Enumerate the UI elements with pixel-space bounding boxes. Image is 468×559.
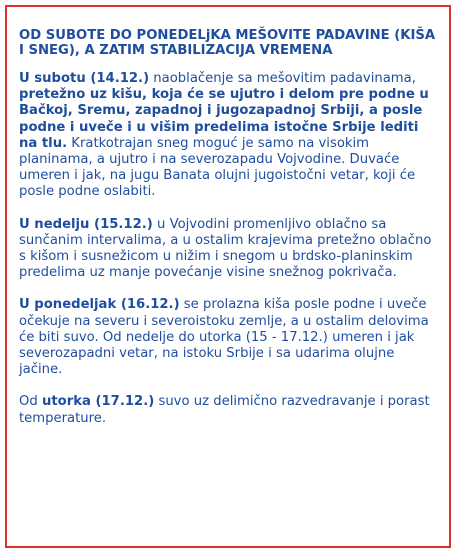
paragraph-monday: U ponedeljak (16.12.) se prolazna kiša posle podne i uveče očekuje na severu i severoistoku zemlje, a u ostalim delovima će biti suvo. Od nedelje do utorka (15 - 17.12.) umeren i jak severozapadni vetar, na istoku Srbije i sa udarima olujne jačine.: [19, 297, 429, 378]
day-monday: U ponedeljak (16.12.): [19, 297, 180, 313]
forecast-title: OD SUBOTE DO PONEDELjKA MEŠOVITE PADAVINE (KIŠA I SNEG), A ZATIM STABILIZACIJA VREMENA: [19, 28, 436, 58]
paragraph-tuesday: Od utorka (17.12.) suvo uz delimično razvedravanje i porast temperature.: [19, 394, 430, 426]
saturday-highlight: pretežno uz kišu, koja će se ujutro i delom pre podne u Bačkoj, Sremu, zapadnoj i jugozapadnoj Srbiji, a posle podne i uveče i u višim predelima istočne Srbije lediti na tlu.: [19, 87, 429, 151]
day-sunday: U nedelju (15.12.): [19, 216, 153, 232]
paragraph-sunday: U nedelju (15.12.) u Vojvodini promenljivo oblačno sa sunčanim intervalima, a u ostalim krajevima pretežno oblačno s kišom i susnežicom u nižim i snegom u brdsko-planinskim predelima uz manje povećanje visine snežnog pokrivača.: [19, 216, 432, 281]
day-saturday: U subotu (14.12.): [19, 71, 150, 86]
forecast-box: [5, 5, 451, 548]
day-tuesday: utorka (17.12.): [41, 394, 155, 410]
paragraph-saturday: U subotu (14.12.) naoblačenje sa mešovitim padavinama, pretežno uz kišu, koja će se ujutro i delom pre podne u Bačkoj, Sremu, zapadnoj i jugozapadnoj Srbiji, a posle podne i uveče i u višim predelima istočne Srbije lediti na tlu. Kratkotrajan sneg moguć je samo na visokim planinama, a ujutro i na severozapadu Vojvodine. Duvaće umeren i jak, na jugu Banata olujni jugoistočni vetar, koji će posle podne oslabiti.: [19, 71, 429, 200]
